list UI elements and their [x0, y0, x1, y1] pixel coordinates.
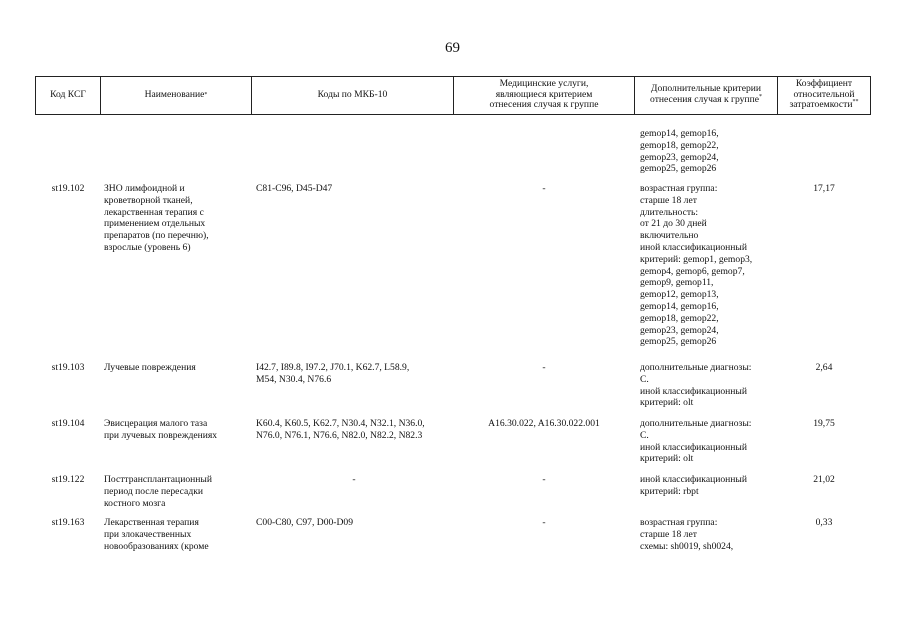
criteria-cell: дополнительные диагнозы: C. иной классификационный критерий: olt	[640, 418, 752, 465]
header-additional-criteria: Дополнительные критерии отнесения случая к группе*	[650, 83, 762, 105]
page-number: 69	[445, 40, 460, 56]
coefficient-cell: 19,75	[813, 418, 835, 429]
med-cell: A16.30.022, A16.30.022.001	[488, 418, 600, 429]
coefficient-cell: 17,17	[813, 183, 835, 194]
criteria-cell: gemop14, gemop16, gemop18, gemop22, gemop23, gemop24, gemop25, gemop26	[640, 128, 719, 175]
column-divider	[870, 76, 871, 114]
code-cell: st19.102	[51, 183, 85, 194]
coefficient-cell: 21,02	[813, 474, 835, 485]
coefficient-cell: 0,33	[815, 517, 833, 528]
code-cell: st19.122	[51, 474, 85, 485]
mkb-cell: K60.4, K60.5, K62.7, N30.4, N32.1, N36.0, N76.0, N76.1, N76.6, N82.0, N82.2, N82.3	[256, 418, 425, 441]
header-bottom-border	[35, 114, 871, 115]
name-cell: Эвисцерация малого таза при лучевых повреждениях	[104, 418, 218, 441]
criteria-cell: возрастная группа: старше 18 лет длительность: от 21 до 30 дней включительно иной классификационный критерий: gemop1, gemop3, gemop4, gemop6, gemop7, gemop9, gemop11, gemop12, gemop13, gemop14, gemop16, gemop18, gemop22, gemop23, gemop24, gemop25, gemop26	[640, 183, 753, 348]
header-med-services: Медицинские услуги, являющиеся критерием отнесения случая к группе	[489, 78, 599, 111]
code-cell: st19.104	[51, 418, 85, 429]
mkb-cell: -	[352, 474, 356, 485]
med-cell: -	[542, 183, 546, 194]
med-cell: -	[542, 362, 546, 373]
mkb-cell: I42.7, I89.8, I97.2, J70.1, K62.7, L58.9, M54, N30.4, N76.6	[256, 362, 410, 385]
header-coefficient: Коэффициент относительной затратоемкости**	[789, 78, 859, 111]
name-cell: Лучевые повреждения	[104, 362, 196, 373]
criteria-cell: дополнительные диагнозы: C. иной классификационный критерий: olt	[640, 362, 752, 409]
mkb-cell: C81-C96, D45-D47	[256, 183, 333, 194]
header-name: Наименование *	[144, 88, 208, 100]
criteria-cell: иной классификационный критерий: rbpt	[640, 474, 747, 497]
name-cell: Лекарственная терапия при злокачественных новообразованиях (кроме	[104, 517, 209, 552]
code-cell: st19.103	[51, 362, 85, 373]
mkb-cell: C00-C80, C97, D00-D09	[256, 517, 354, 528]
header-code: Код КСГ	[50, 88, 86, 100]
med-cell: -	[542, 517, 546, 528]
header-mkb: Коды по МКБ-10	[317, 88, 388, 100]
med-cell: -	[542, 474, 546, 485]
name-cell: Посттрансплантационный период после пересадки костного мозга	[104, 474, 212, 509]
code-cell: st19.163	[51, 517, 85, 528]
criteria-cell: возрастная группа: старше 18 лет схемы: sh0019, sh0024,	[640, 517, 734, 552]
coefficient-cell: 2,64	[815, 362, 833, 373]
name-cell: ЗНО лимфоидной и кроветворной тканей, лекарственная терапия с применением отдельных препаратов (по перечню), взрослые (уровень 6)	[104, 183, 209, 253]
